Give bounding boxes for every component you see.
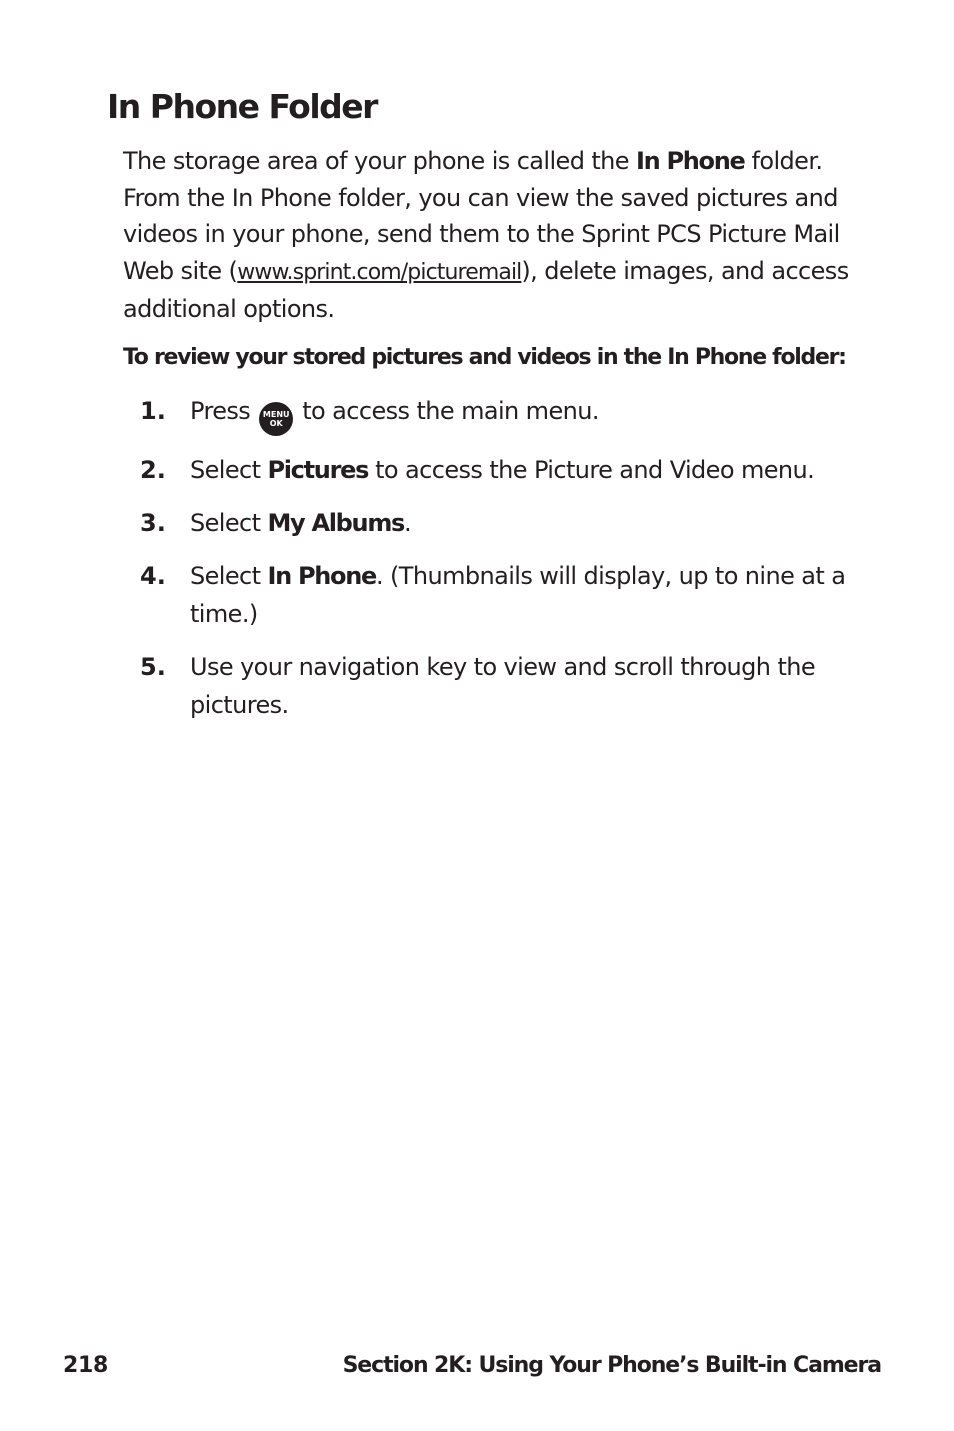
step-text: Select [190,562,268,590]
intro-text: folder. From the In Phone folder, you can view the saved pictures and videos in your phone, send them to the Sprint PCS Picture Mail Web site ( [123,147,840,285]
intro-text: The storage area of your phone is called the [123,147,636,175]
step-1 [140,392,860,436]
step-number: 4. [140,562,166,590]
step-text: Press [190,397,258,425]
section-title: Section 2K: Using Your Phone’s Built-in Camera [342,1353,881,1378]
menu-key-label: MENU [262,410,290,419]
ok-key-label: OK [269,419,283,428]
steps-list [140,392,860,739]
in-phone-term: In Phone [636,147,745,175]
step-text: to access the Picture and Video menu. [368,456,815,484]
intro-text: ), delete images, and access additional options. [123,256,849,323]
step-text: . [404,509,412,537]
step-text: to access the main menu. [295,397,599,425]
step-text: . (Thumbnails will display, up to nine at a time.) [190,562,846,628]
step-number: 2. [140,456,166,484]
step-text: Use your navigation key to view and scroll through the pictures. [190,653,816,719]
my-albums-term: My Albums [267,509,405,537]
in-phone-term: In Phone [267,562,376,590]
step-3 [140,504,860,542]
pictures-term: Pictures [267,456,369,484]
step-5 [140,648,860,724]
intro-paragraph [123,143,883,328]
step-4 [140,557,860,633]
picturemail-link[interactable]: www.sprint.com/picturemail [237,259,522,285]
step-number: 5. [140,653,166,681]
step-number: 3. [140,509,166,537]
menu-ok-key-icon [259,402,293,436]
step-number: 1. [140,397,166,425]
step-2 [140,451,860,489]
page-heading: In Phone Folder [107,87,377,126]
step-text: Select [190,509,268,537]
instruction-heading: To review your stored pictures and videos in the In Phone folder: [123,345,846,370]
step-text: Select [190,456,268,484]
page-number: 218 [63,1353,109,1378]
